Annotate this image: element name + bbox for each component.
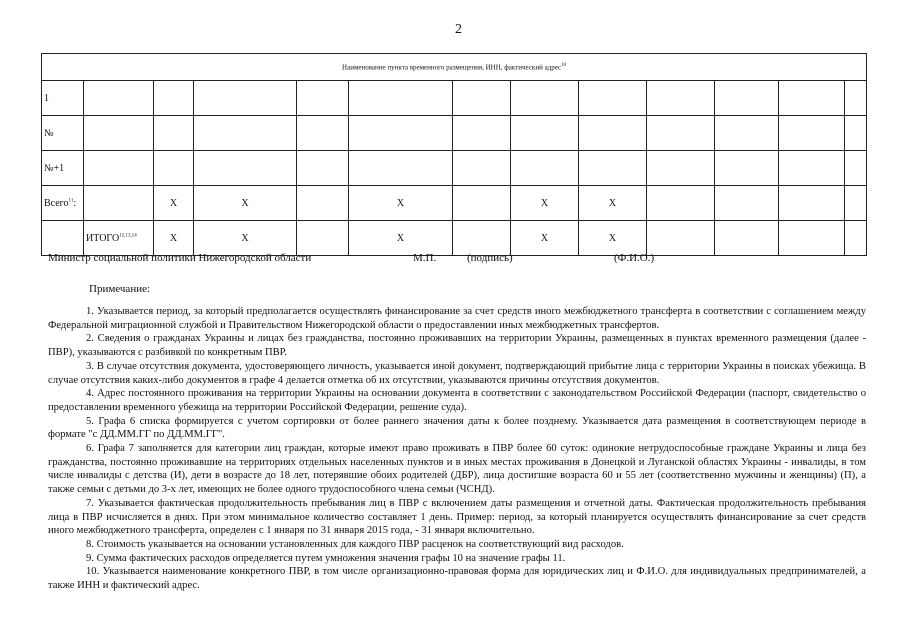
signature-placeholder: (подпись) — [467, 252, 513, 264]
table-header-text: Наименование пункта временного размещения, ИНН, фактический адрес — [342, 63, 562, 72]
name-placeholder: (Ф.И.О.) — [614, 252, 655, 264]
row-label-itogo: ИТОГО$^{12,13,14}$ — [84, 221, 154, 256]
note-item: 4. Адрес постоянного проживания на территории Украины на основании документа в соответствии с законодательством Российской Федерации (паспорт, свидетельство о предоставлении временного убежища на территории Российской Федерации, решение суда). — [48, 388, 866, 413]
row-label-n-plus-1: №+1 — [42, 151, 84, 186]
note-item: 9. Сумма фактических расходов определяется путем умножения значения графы 10 на значение графы 11. — [86, 552, 566, 564]
page-number: 2 — [455, 22, 462, 37]
x-mark: Х — [154, 186, 194, 221]
notes-title: Примечание: — [89, 283, 151, 295]
note-item: 6. Графа 7 заполняется для категории лиц граждан, которые имеют право проживать в ПВР более 60 суток: одинокие нетрудоспособные граждане Украины и лица без гражданства, постоянно проживавшие на территориях отдельных населенных пунктов и в иных местах проживания в Донецкой и Луганской областях Украины - инвалиды, в том числе инвалиды с детства (И), дети в возрасте до 18 лет, потерявшие обоих родителей (ДБР), лица достигшие возраста 60 и 55 лет (соответственно мужчины и женщины) (П), а также семьи с детьми до 3-х лет, имеющих не более одного трудоспособного члена семьи (ЧСНД). — [48, 443, 866, 496]
note-item: 1. Указывается период, за который предполагается осуществлять финансирование за счет средств иного межбюджетного трансферта в соответствии с соглашением между Федеральной миграционной службой и Правительством Нижегородской области о предоставлении иных межбюджетных трансфертов. — [48, 306, 866, 331]
x-mark: Х — [511, 186, 579, 221]
note-item: 10. Указывается наименование конкретного ПВР, в том числе организационно-правовая форма для юридических лиц и Ф.И.О. для индивидуальных предпринимателей, а также ИНН и фактический адрес. — [48, 566, 866, 592]
x-mark: Х — [349, 186, 453, 221]
table-header-row — [42, 54, 867, 81]
table-row — [42, 116, 867, 151]
table-header-cell — [42, 54, 867, 81]
x-mark: Х — [154, 221, 194, 256]
table-header-footnote: 10 — [561, 62, 567, 68]
table-row — [42, 151, 867, 186]
note-item: 8. Стоимость указывается на основании установленных для каждого ПВР расценок на соответствующий вид расходов. — [86, 538, 624, 550]
note-item: 2. Сведения о гражданах Украины и лицах без гражданства, постоянно проживавших на территории Украины, размещенных в пунктах временного размещения (далее - ПВР), указываются с разбивкой по конкретным ПВР. — [48, 333, 866, 359]
note-item: 3. В случае отсутствия документа, удостоверяющего личность, указывается иной документ, подтверждающий прибытие лица с территории Украины в поисках убежища. В случае отсутствия каких-либо документов в графе 4 делается отметка об их отсутствии, указываются причины отсутствия документов. — [48, 360, 866, 386]
note-item: 7. Указывается фактическая продолжительность пребывания лиц в ПВР с включением даты размещения и отчетной даты. Фактическая продолжительность пребывания лица в ПВР исчисляется в днях. При этом минимальное количество составляет 1 день. Пример: период, за который планируется осуществлять финансирование за счет средств иного межбюджетного трансферта, определен с 1 января по 31 января 2015 года, - 31 января включительно. — [48, 497, 866, 537]
table-row — [42, 81, 867, 116]
x-mark: Х — [579, 186, 647, 221]
x-mark: Х — [511, 221, 579, 256]
table-row-total — [42, 186, 867, 221]
x-mark: Х — [194, 221, 297, 256]
notes-list — [48, 305, 866, 593]
x-mark: Х — [349, 221, 453, 256]
row-label-n: № — [42, 116, 84, 151]
note-item: 5. Графа 6 списка формируется с учетом сортировки от более раннего значения даты к более позднему. Указывается дата размещения в соответствующем периоде в формате "с ДД.ММ.ГГ по ДД.ММ.ГГ". — [48, 415, 866, 441]
x-mark: Х — [194, 186, 297, 221]
table-row-grand-total — [42, 221, 867, 256]
row-label-1: 1 — [42, 81, 84, 116]
minister-title: Министр социальной политики Нижегородской области — [48, 252, 312, 264]
x-mark: Х — [579, 221, 647, 256]
accommodation-table — [41, 53, 867, 256]
row-label-total: Всего$^{11}$: — [42, 186, 84, 221]
stamp-place: М.П. — [413, 252, 437, 264]
